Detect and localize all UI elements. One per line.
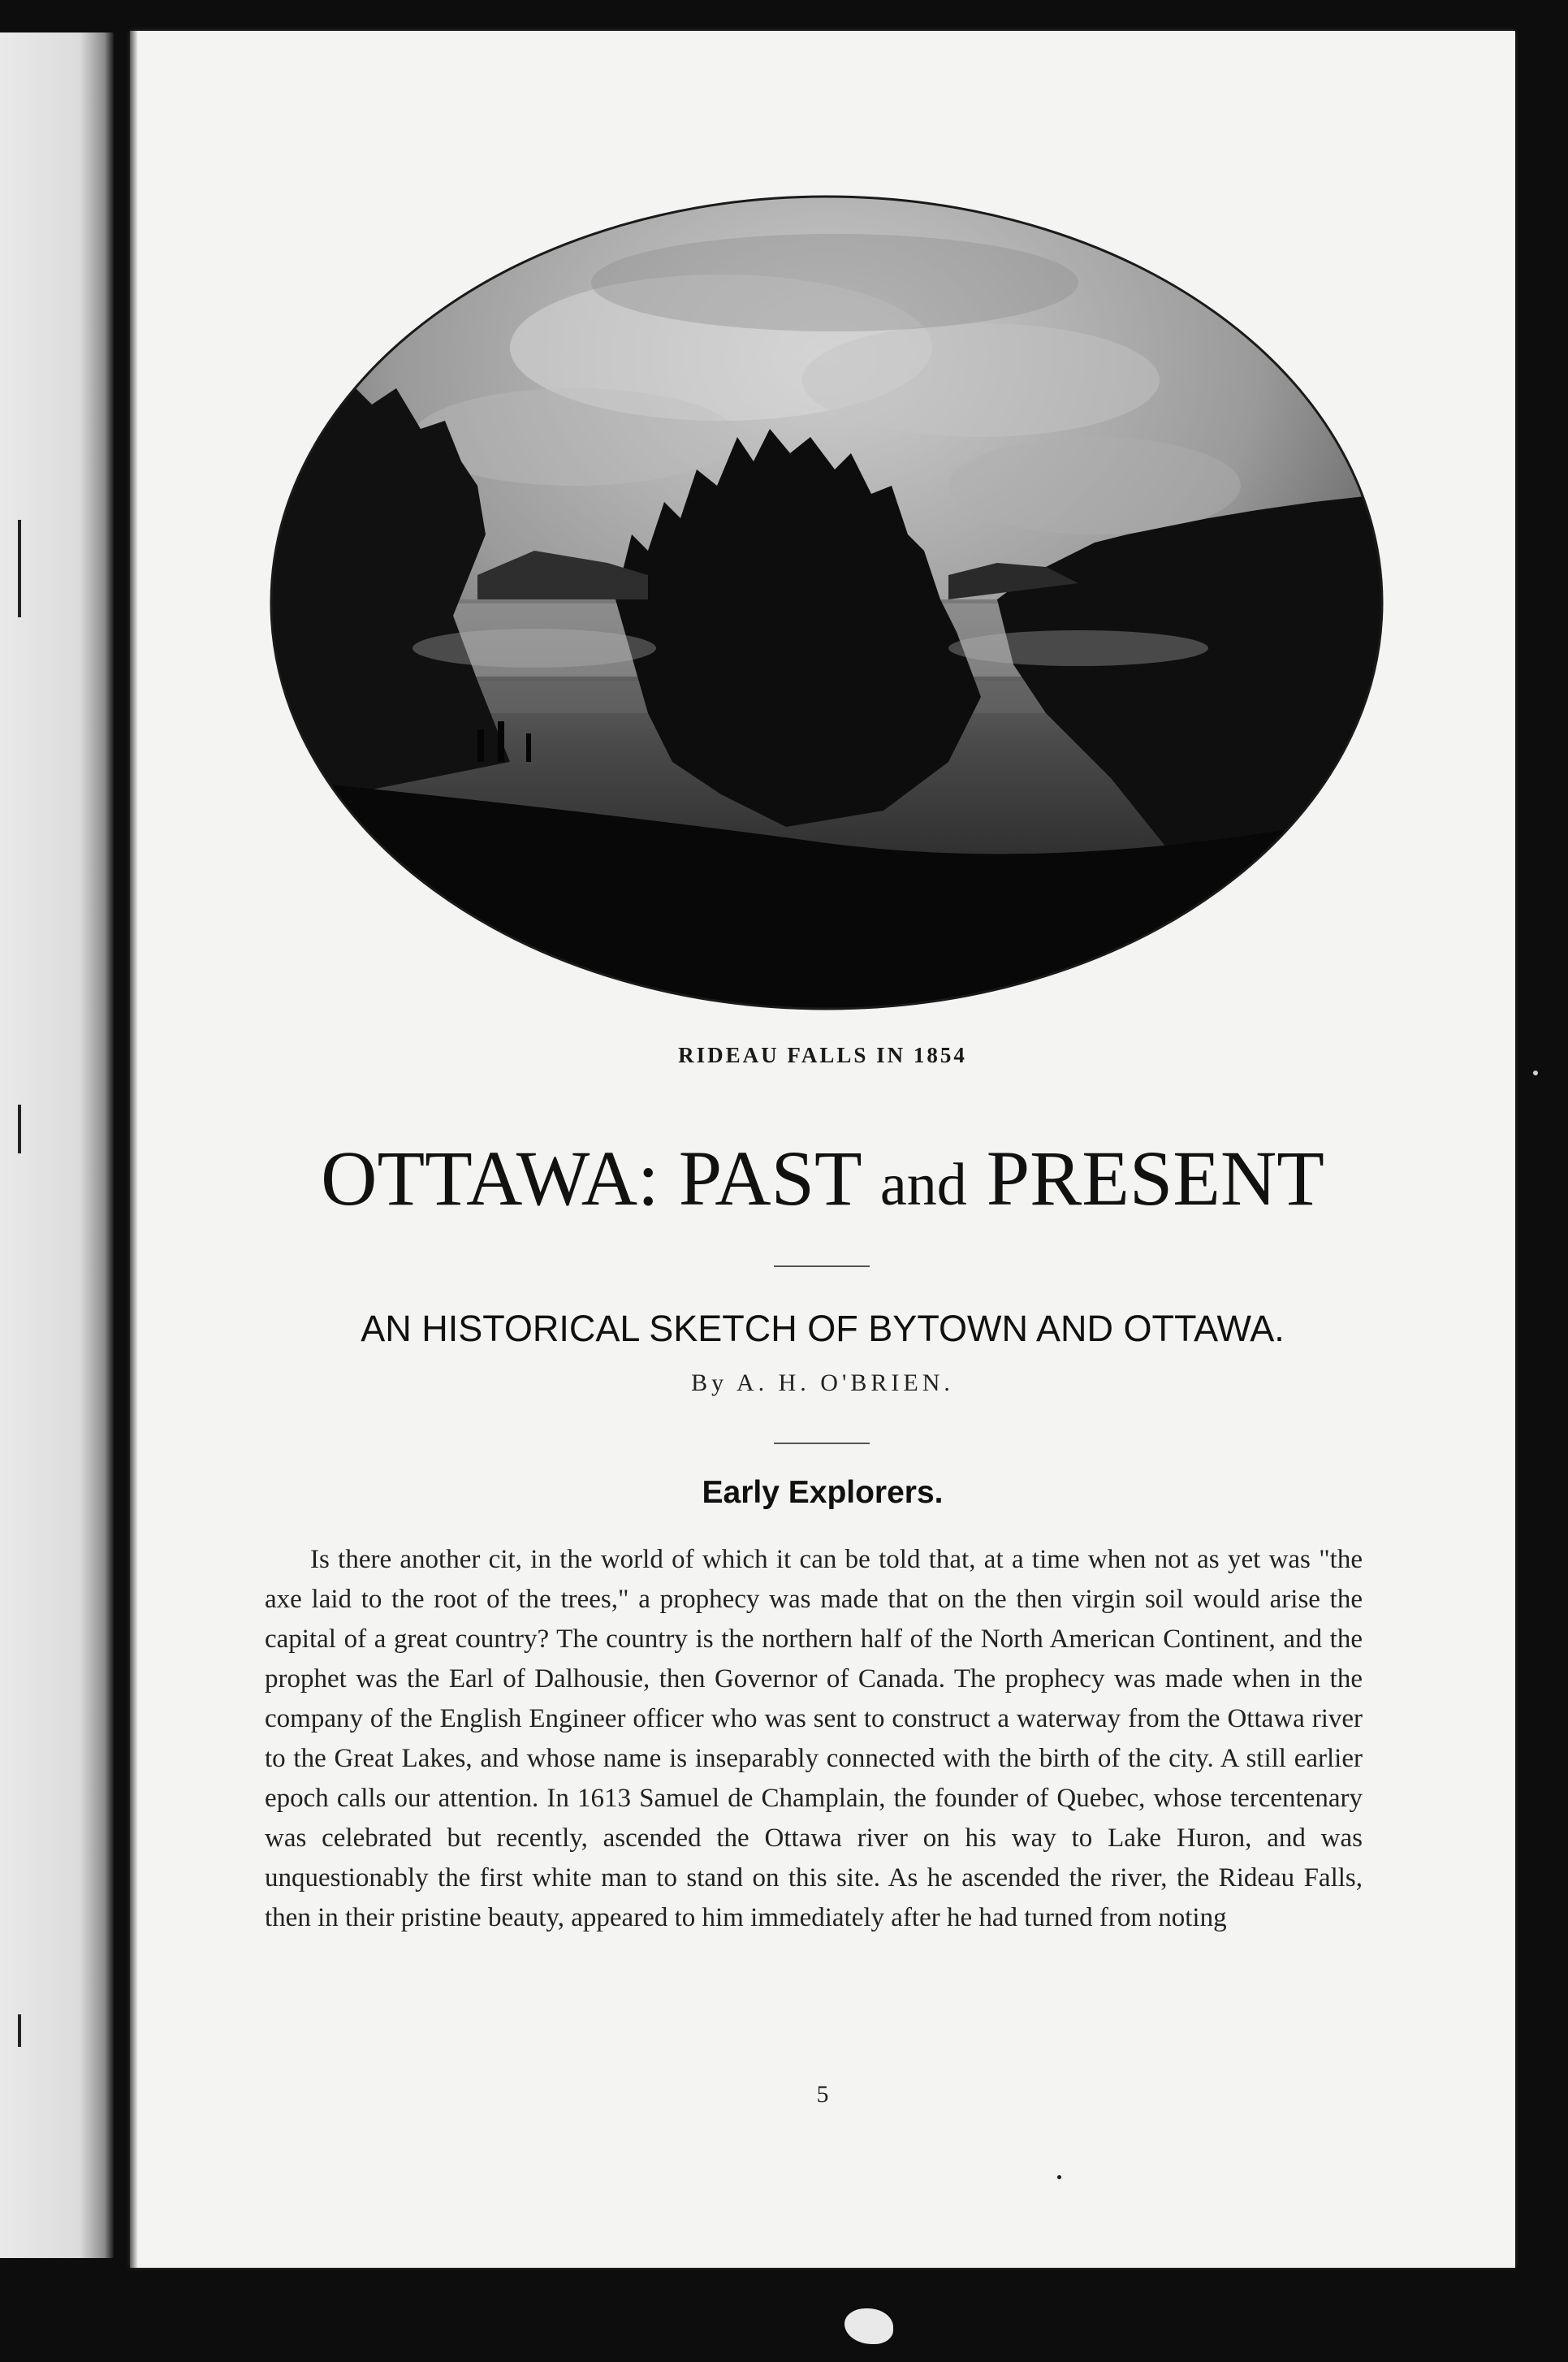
oval-illustration — [266, 193, 1387, 1012]
body-paragraph: Is there another cit, in the world of which it can be told that, at a time when not as yet was "the axe laid to the root of the trees," a prophecy was made that on the then virgin soil would arise the capital of a great country? The country is the northern half of the North American Continent, and the prophet was the Earl of Dalhousie, then Governor of Canada. The prophecy was made when in the company of the English Engineer officer who was sent to construct a waterway from the Ottawa river to the Great Lakes, and whose name is inseparably connected with the birth of the city. A still earlier epoch calls our attention. In 1613 Samuel de Champlain, the founder of Quebec, whose tercentenary was celebrated but recently, ascended the Ottawa river on his way to Lake Huron, and was unquestionably the first white man to stand on this site. As he ascended the river, the Rideau Falls, then in their pristine beauty, appeared to him immediately after he had turned from noting — [265, 1545, 1363, 1932]
page-number: 5 — [816, 2081, 829, 2108]
binding-mark — [844, 2308, 893, 2344]
rideau-falls-engraving — [266, 193, 1387, 1012]
title-part-2: PRESENT — [986, 1135, 1324, 1222]
facing-page-edge — [0, 32, 114, 2258]
book-page — [130, 31, 1515, 2268]
edge-mark — [18, 2014, 21, 2047]
title-divider — [774, 1265, 870, 1267]
scan-speck — [1533, 1071, 1538, 1075]
print-speck — [1057, 2175, 1061, 2179]
byline-divider — [774, 1443, 870, 1444]
illustration-caption: RIDEAU FALLS IN 1854 — [678, 1043, 967, 1067]
edge-mark — [18, 520, 21, 617]
edge-mark — [18, 1105, 21, 1153]
title-connector: and — [879, 1152, 967, 1218]
author-byline: By A. H. O'BRIEN. — [691, 1369, 954, 1396]
article-subtitle: AN HISTORICAL SKETCH OF BYTOWN AND OTTAWA. — [361, 1308, 1285, 1349]
page-title — [130, 1135, 1515, 1222]
title-part-1: OTTAWA: PAST — [321, 1135, 861, 1222]
section-heading: Early Explorers. — [702, 1475, 944, 1510]
